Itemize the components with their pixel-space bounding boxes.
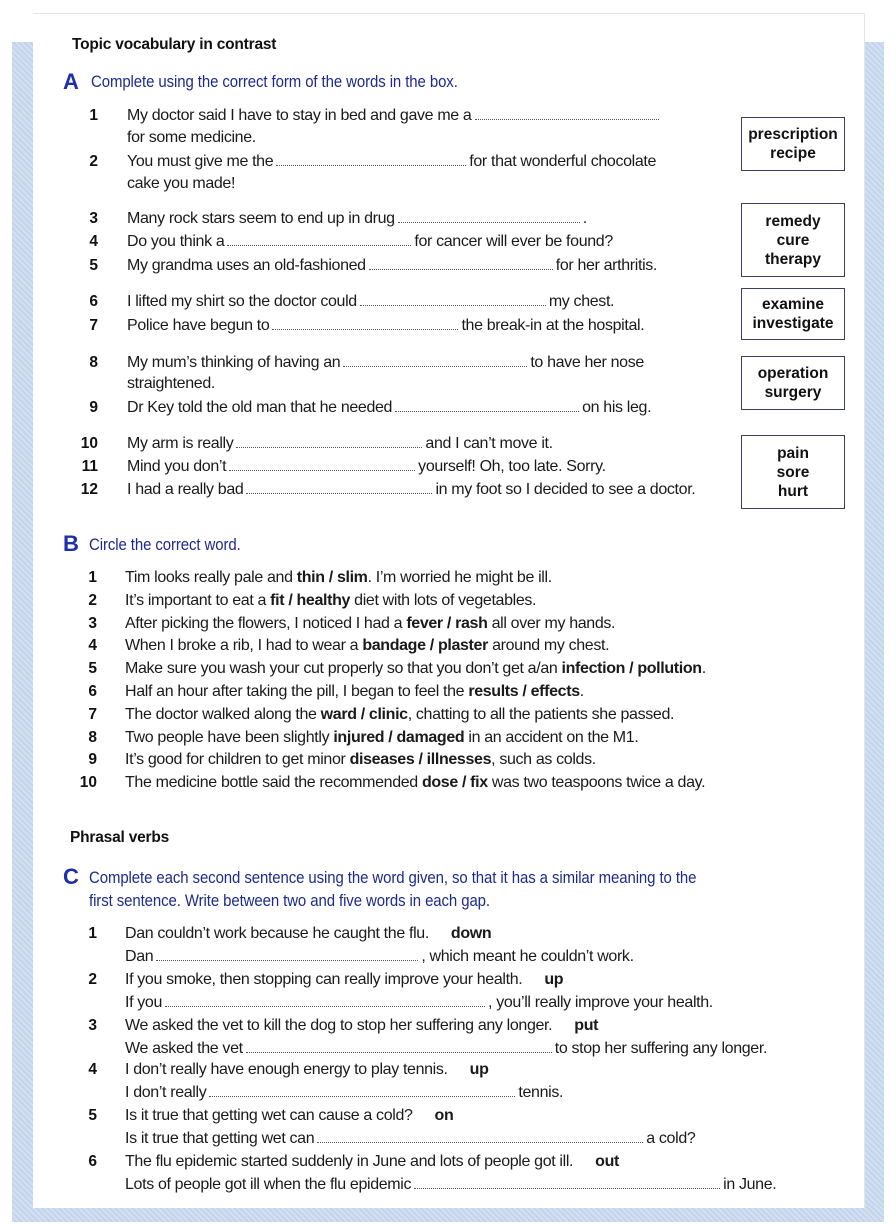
item-text: Mind you don’t (127, 458, 227, 475)
given-word: on (434, 1107, 454, 1124)
item-text: My doctor said I have to stay in bed and gave me a (127, 107, 472, 124)
item-number: 2 (89, 153, 98, 170)
item-text: I lifted my shirt so the doctor could (127, 293, 357, 310)
item-text: If you smoke, then stopping can really improve your health. (125, 971, 523, 988)
exercise-item (125, 774, 705, 792)
bottom-border-strip (12, 1206, 884, 1222)
item-text: I don’t really (125, 1084, 207, 1101)
exercise-item (125, 569, 552, 587)
answer-gap[interactable] (229, 460, 415, 471)
item-text: If you (125, 994, 163, 1011)
item-text: We asked the vet (125, 1040, 243, 1057)
item-text: for her arthritis. (555, 257, 658, 274)
item-number: 5 (88, 660, 97, 678)
answer-gap[interactable] (209, 1086, 515, 1097)
item-number: 4 (89, 233, 98, 250)
answer-gap[interactable] (395, 401, 579, 412)
rewrite-sentence (125, 994, 713, 1012)
word-box (741, 117, 845, 171)
word-option: cure (776, 231, 810, 249)
item-number: 11 (81, 458, 98, 475)
item-text: . (701, 660, 706, 678)
item-number: 9 (89, 399, 98, 416)
item-number: 10 (79, 774, 97, 792)
item-number: 3 (88, 1017, 97, 1034)
item-number: 5 (89, 257, 98, 274)
item-number: 4 (88, 637, 97, 655)
item-continuation: cake you made! (127, 175, 236, 192)
word-choice[interactable]: diseases / illnesses (349, 751, 492, 769)
item-text: to have her nose (530, 354, 644, 371)
section-a-letter: A (63, 69, 79, 94)
item-text: When I broke a rib, I had to wear a (125, 637, 363, 655)
word-box (741, 203, 845, 277)
original-sentence (125, 1153, 619, 1171)
item-text: We asked the vet to kill the dog to stop her suffering any longer. (125, 1017, 553, 1034)
rewrite-sentence (125, 1130, 695, 1148)
left-border-strip (12, 42, 33, 1222)
given-word: down (450, 925, 492, 942)
item-number: 1 (88, 925, 97, 942)
word-option: sore (776, 463, 810, 481)
item-text: Is it true that getting wet can (125, 1130, 315, 1147)
item-number: 6 (88, 683, 97, 700)
exercise-item (127, 257, 657, 275)
original-sentence (125, 925, 491, 943)
item-text: Many rock stars seem to end up in drug (127, 210, 395, 227)
item-text: , which meant he couldn’t work. (421, 948, 634, 965)
item-number: 12 (80, 481, 98, 498)
item-text: a cold? (646, 1130, 696, 1147)
item-text: in an accident on the M1. (464, 728, 639, 746)
section-a-instruction: Complete using the correct form of the words in the box. (91, 72, 458, 91)
item-text: and I can’t move it. (425, 435, 553, 452)
item-text: for that wonderful chocolate (469, 153, 657, 170)
item-text: diet with lots of vegetables. (350, 591, 537, 609)
item-text: in June. (723, 1176, 777, 1193)
exercise-item (127, 317, 644, 335)
answer-gap[interactable] (165, 996, 485, 1007)
answer-gap[interactable] (246, 1042, 552, 1053)
exercise-item (127, 233, 613, 251)
word-box (741, 288, 845, 340)
exercise-item (127, 399, 651, 417)
item-text: was two teaspoons twice a day. (487, 774, 706, 792)
item-text: , chatting to all the patients she passed. (407, 705, 675, 723)
item-number: 8 (88, 728, 97, 746)
word-option: prescription (748, 126, 838, 143)
item-text: . I’m worried he might be ill. (367, 569, 552, 586)
item-number: 6 (88, 1153, 97, 1170)
item-text: around my chest. (487, 637, 610, 655)
word-choice[interactable]: fit / healthy (270, 591, 351, 609)
word-box (741, 435, 845, 509)
item-number: 7 (89, 317, 98, 334)
exercise-item (127, 354, 644, 372)
word-choice[interactable]: infection / pollution (561, 660, 702, 678)
item-text: The flu epidemic started suddenly in June and lots of people got ill. (125, 1153, 574, 1170)
answer-gap[interactable] (156, 950, 418, 961)
answer-gap[interactable] (227, 235, 411, 246)
exercise-item (127, 458, 606, 476)
section-c-letter: C (63, 864, 79, 889)
section-b-letter: B (63, 531, 79, 556)
answer-gap[interactable] (475, 109, 659, 120)
original-sentence (125, 1061, 489, 1079)
item-text: for cancer will ever be found? (414, 233, 613, 250)
item-text: The medicine bottle said the recommended (125, 774, 422, 792)
item-continuation: for some medicine. (127, 129, 256, 146)
item-number: 1 (88, 569, 97, 586)
given-word: up (469, 1061, 489, 1078)
item-text: I had a really bad (127, 481, 244, 498)
answer-gap[interactable] (246, 483, 432, 494)
word-box (741, 356, 845, 410)
original-sentence (125, 1107, 453, 1125)
original-sentence (125, 1017, 598, 1035)
word-option: remedy (765, 212, 821, 230)
item-text: My arm is really (127, 435, 234, 452)
section-b-instruction: Circle the correct word. (89, 535, 241, 554)
exercise-item (127, 481, 695, 499)
word-choice[interactable]: bandage / plaster (362, 637, 488, 655)
item-text: to stop her suffering any longer. (554, 1040, 768, 1057)
answer-gap[interactable] (369, 259, 553, 270)
word-choice[interactable]: ward / clinic (320, 705, 408, 723)
item-number: 1 (89, 107, 98, 124)
exercise-item (127, 107, 662, 125)
item-text: Dr Key told the old man that he needed (127, 399, 393, 416)
word-option: hurt (777, 482, 809, 500)
answer-gap[interactable] (398, 212, 580, 223)
word-choice[interactable]: results / effects (468, 683, 580, 700)
item-text: It’s good for children to get minor (125, 751, 350, 769)
item-number: 2 (88, 591, 97, 609)
word-option: investigate (752, 315, 834, 332)
item-text: all over my hands. (487, 614, 616, 632)
item-text: Police have begun to (127, 317, 270, 334)
answer-gap[interactable] (343, 356, 527, 367)
item-text: the break-in at the hospital. (461, 317, 645, 334)
item-number: 3 (89, 210, 98, 227)
rewrite-sentence (125, 948, 634, 966)
section-c-instruction-line1: Complete each second sentence using the word given, so that it has a similar meaning to the (89, 868, 697, 887)
word-choice[interactable]: thin / slim (296, 569, 368, 586)
exercise-item (125, 660, 706, 678)
item-text: Tim looks really pale and (125, 569, 297, 586)
item-number: 6 (89, 293, 98, 310)
item-text: My grandma uses an old-fashioned (127, 257, 366, 274)
item-text: , you’ll really improve your health. (488, 994, 713, 1011)
item-text: Dan (125, 948, 154, 965)
item-text: Make sure you wash your cut properly so that you don’t get a/an (125, 660, 562, 678)
item-text: Half an hour after taking the pill, I began to feel the (125, 683, 469, 700)
exercise-item (127, 153, 656, 171)
item-continuation: straightened. (127, 375, 215, 392)
given-word: put (574, 1017, 599, 1034)
topic-heading: Topic vocabulary in contrast (72, 36, 277, 53)
item-text: , such as colds. (491, 751, 596, 769)
item-number: 4 (88, 1061, 97, 1078)
item-text: Dan couldn’t work because he caught the flu. (125, 925, 429, 942)
item-text: My mum’s thinking of having an (127, 354, 341, 371)
exercise-item (127, 435, 553, 453)
item-text: You must give me the (127, 153, 274, 170)
item-text: Two people have been slightly (125, 728, 334, 746)
item-number: 10 (80, 435, 98, 452)
given-word: out (595, 1153, 619, 1170)
item-text: It’s important to eat a (125, 591, 271, 609)
item-text: Do you think a (127, 233, 225, 250)
word-option: pain (777, 444, 809, 462)
item-text: yourself! Oh, too late. Sorry. (418, 458, 606, 475)
original-sentence (125, 971, 563, 989)
word-choice[interactable]: fever / rash (406, 614, 488, 632)
item-text: . (582, 210, 587, 227)
exercise-item (125, 751, 596, 769)
item-text: Lots of people got ill when the flu epidemic (125, 1176, 412, 1193)
exercise-item (125, 592, 536, 610)
right-border-strip (865, 42, 884, 1222)
word-option: examine (761, 296, 825, 313)
item-text: I don’t really have enough energy to play tennis. (125, 1061, 448, 1078)
item-number: 2 (88, 971, 97, 988)
item-number: 7 (88, 705, 97, 723)
exercise-item (125, 729, 638, 747)
answer-gap[interactable] (272, 319, 458, 330)
rewrite-sentence (125, 1176, 776, 1194)
item-number: 3 (88, 614, 97, 632)
exercise-item (125, 683, 584, 701)
item-text: in my foot so I decided to see a doctor. (435, 481, 696, 498)
item-number: 8 (89, 354, 98, 371)
word-option: recipe (770, 145, 816, 162)
word-choice[interactable]: injured / damaged (333, 728, 465, 746)
answer-gap[interactable] (317, 1132, 643, 1143)
exercise-item (127, 293, 614, 311)
section-c-instruction-line2: first sentence. Write between two and five words in each gap. (89, 891, 490, 910)
answer-gap[interactable] (236, 437, 422, 448)
exercise-item (125, 706, 674, 724)
word-choice[interactable]: dose / fix (421, 774, 488, 792)
item-text: Is it true that getting wet can cause a cold? (125, 1107, 413, 1124)
word-option: therapy (765, 250, 821, 268)
word-option: operation (757, 365, 829, 382)
answer-gap[interactable] (360, 295, 546, 306)
phrasal-verbs-heading: Phrasal verbs (70, 829, 170, 846)
item-text: . (579, 683, 584, 700)
rewrite-sentence (125, 1084, 563, 1102)
given-word: up (544, 971, 564, 988)
item-text: tennis. (518, 1084, 564, 1101)
item-text: The doctor walked along the (125, 705, 321, 723)
answer-gap[interactable] (276, 155, 466, 166)
item-text: my chest. (548, 293, 615, 310)
item-number: 5 (88, 1107, 97, 1124)
rewrite-sentence (125, 1040, 767, 1058)
answer-gap[interactable] (414, 1178, 720, 1189)
word-option: surgery (764, 384, 822, 401)
exercise-item (125, 615, 615, 633)
item-text: After picking the flowers, I noticed I had a (125, 614, 407, 632)
exercise-item (125, 637, 609, 655)
item-number: 9 (88, 751, 97, 769)
item-text: on his leg. (582, 399, 652, 416)
exercise-item (127, 210, 587, 228)
